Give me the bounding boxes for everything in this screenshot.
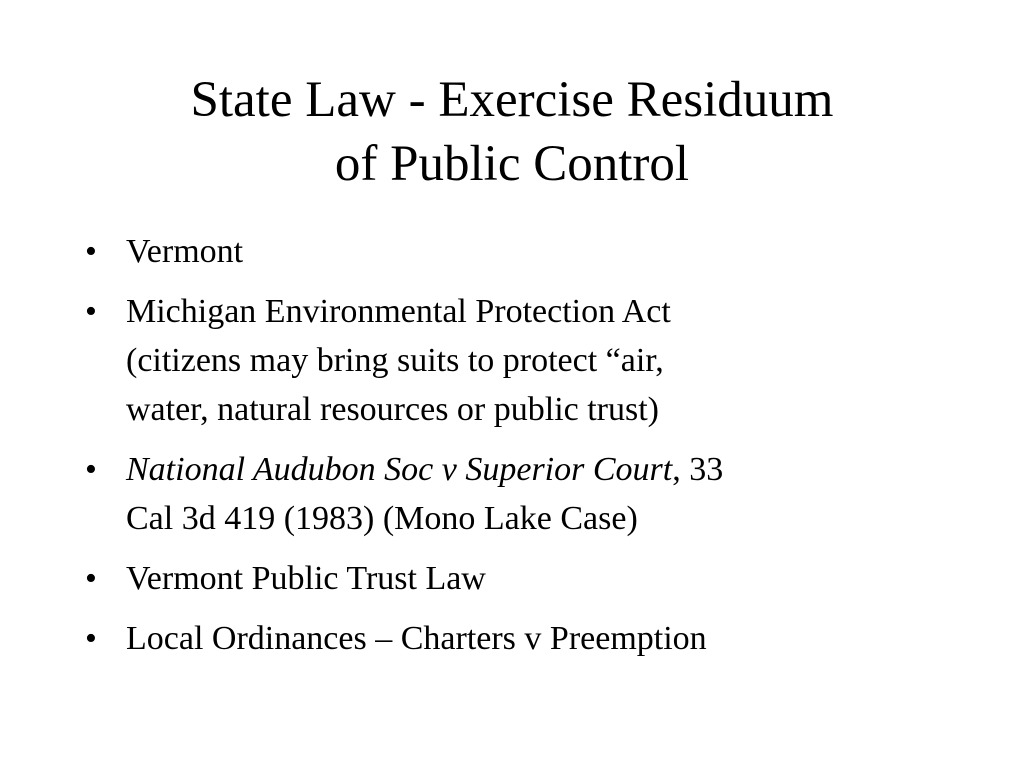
bullet-text-line-3: water, natural resources or public trust) xyxy=(126,391,659,428)
bullet-item-audubon-case xyxy=(85,445,965,543)
case-citation-start: , 33 xyxy=(672,451,724,488)
bullet-icon: • xyxy=(85,293,97,330)
bullet-text-line-1 xyxy=(126,445,965,494)
case-name: National Audubon Soc v Superior Court xyxy=(126,451,673,488)
bullet-icon: • xyxy=(85,233,97,270)
bullet-text-line-2: (citizens may bring suits to protect “air, xyxy=(126,342,664,379)
slide-title-line-2: of Public Control xyxy=(334,136,690,192)
slide-title xyxy=(0,68,1024,196)
bullet-item-vermont xyxy=(85,227,965,276)
bullet-text: Vermont xyxy=(126,233,244,270)
bullet-text-line-1: Michigan Environmental Protection Act xyxy=(126,293,671,330)
slide-title-line-1: State Law - Exercise Residuum xyxy=(190,72,834,128)
bullet-item-michigan-act xyxy=(85,287,965,434)
bullet-text: Local Ordinances – Charters v Preemption xyxy=(126,620,707,657)
bullet-list xyxy=(85,227,965,674)
bullet-icon: • xyxy=(85,560,97,597)
bullet-text-line-2: Cal 3d 419 (1983) (Mono Lake Case) xyxy=(126,500,638,537)
bullet-item-vermont-trust xyxy=(85,554,965,603)
bullet-item-local-ordinances xyxy=(85,614,965,663)
bullet-text: Vermont Public Trust Law xyxy=(126,560,486,597)
bullet-icon: • xyxy=(85,620,97,657)
bullet-icon: • xyxy=(85,451,97,488)
